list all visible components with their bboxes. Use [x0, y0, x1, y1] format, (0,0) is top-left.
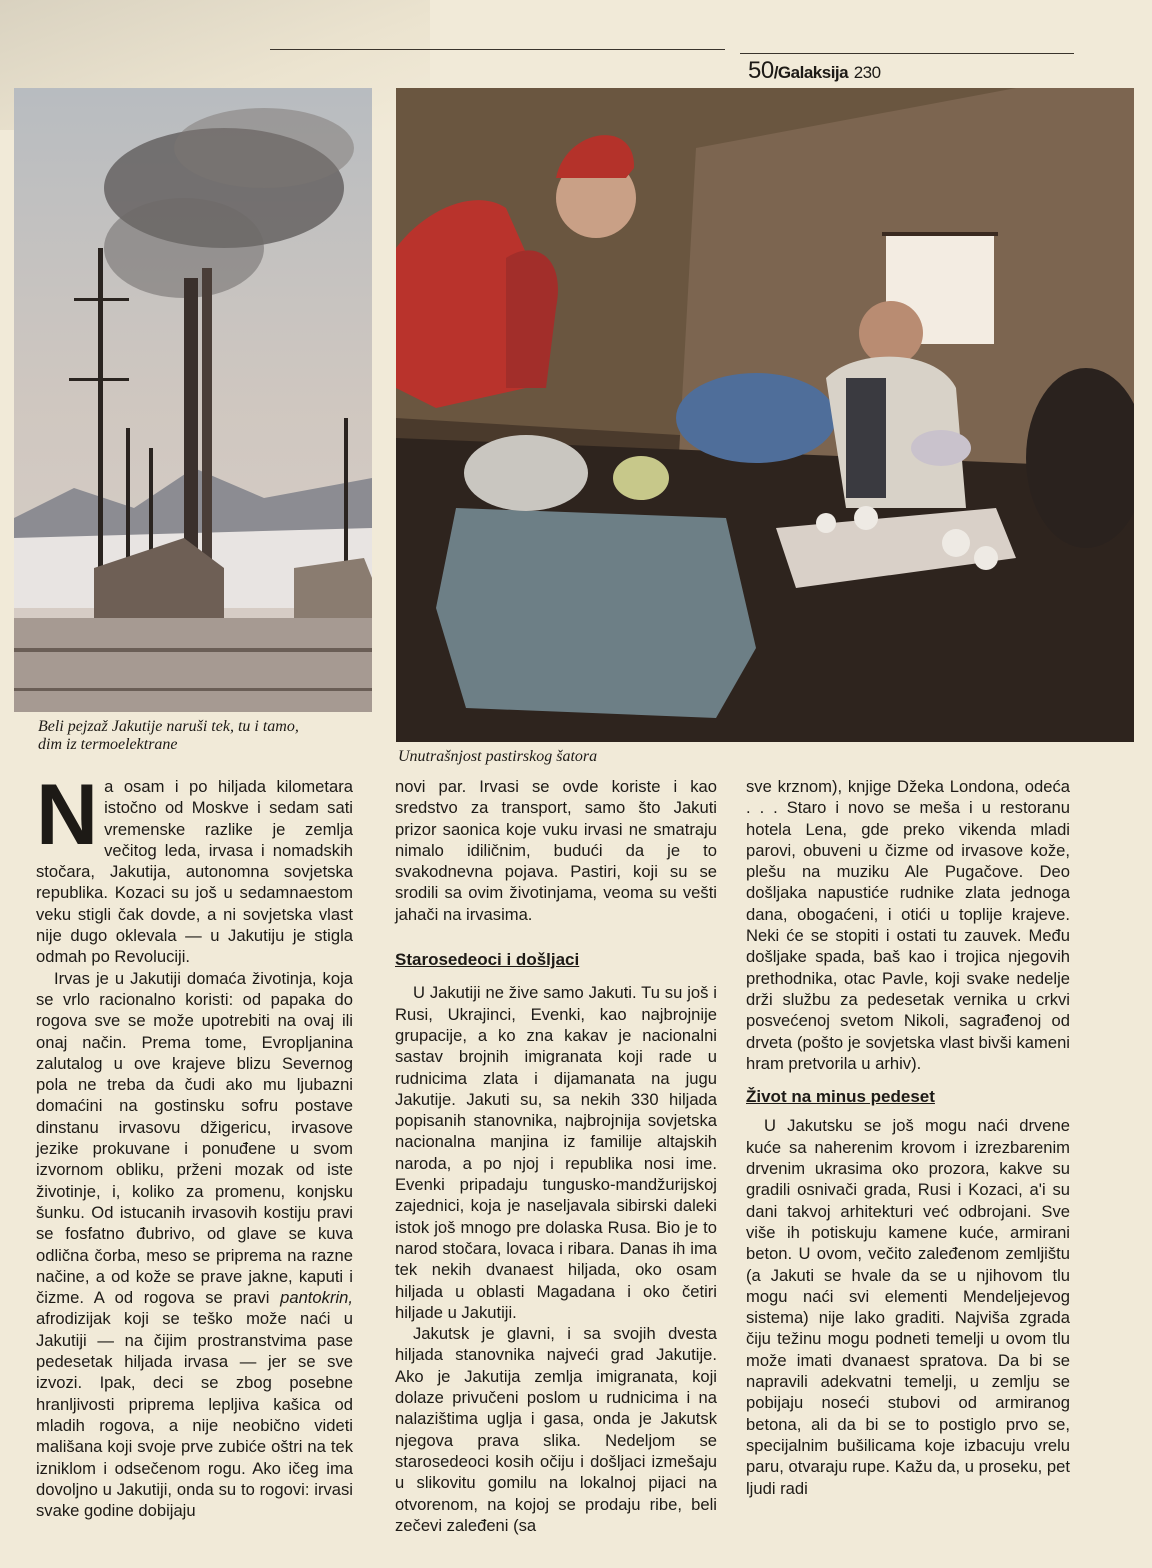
article-paragraph-3: novi par. Irvasi se ovde koriste i kao sredstvo za transport, samo što Jakuti prizor saonica koje vuku irvasi ne smatraju nimalo idiličnim, budući da je to svakodnevna pojava. Pastiri, koji su se srodili sa ovim životinjama, veoma su vešti jahači na irvasima. — [395, 777, 717, 924]
article-paragraph-7: U Jakutsku se još mogu naći drvene kuće sa naherenim krovom i izrezbarenim drvenim ukrasima oko prozora, kakve su gradili osnivači grada, Rusi i Kozaci, a'i su dani takvoj arhitekturi već odbrojani. Sve više ih potiskuju kamene kuće, armirani beton. U ovom, večito zaleđenom zemljištu (a Jakuti se hvale da se u njihovom tlu mogu naći svi elementi Mendeljejevog sistema) nije lako graditi. Najviša zgrada čiju težinu mogu podneti temelji u ovom tlu može imati dvanaest spratova. Da bi se napravili adekvatni temelji, u zemlju se pobijaju noseći stubovi od armiranog betona, ali da bi se to postiglo prvo se, specijalnim bušilicama koje izbacuju vrelu paru, otvaraju rupe. Kažu da, u proseku, pet ljudi radi — [746, 1116, 1070, 1498]
left-photo-caption — [38, 718, 368, 754]
article-column-3 — [746, 776, 1070, 1499]
magazine-name: /Galaksija — [773, 63, 849, 82]
power-plant-photo — [14, 88, 372, 712]
drop-cap: N — [36, 767, 99, 863]
right-photo-caption: Unutrašnjost pastirskog šatora — [398, 748, 598, 765]
paragraph-1-text: a osam i po hiljada kilometara istočno od Moskve i sedam sati vremenske razlike je zemlja večitog leda, irvasa i nomadskih stočara, Jakutija, autonomna sovjetska republika. Kozaci su još u sedamnaestom veku stigli čak dovde, a ni sovjetska vlast nije dugo oklevala — u Jakutiju je stigla odmah po Revoluciji. — [36, 777, 353, 967]
article-paragraph-5: Jakutsk je glavni, i sa svojih dvesta hiljada stanovnika najveći grad Jakutije. Ako je Jakutija zemlja imigranata, koji dolaze privučeni poslom u rudnicima i na nalazištima uglja i gasa, onda je Jakutsk njegova prava slika. Nedeljom se starosedeoci kosih očiju i došljaci izmešaju u slikovitu gomilu na lokalnoj pijaci na otvorenom, na kojoj se prodaju ribe, beli zečevi zaleđeni (sa — [395, 1324, 717, 1535]
article-paragraph-1 — [36, 767, 353, 968]
article-paragraph-4: U Jakutiji ne žive samo Jakuti. Tu su još i Rusi, Ukrajinci, Evenki, kao najbrojnije grupacije, a ko zna kakav je nacionalni sastav brojnih imigranata koji rade u rudnicima zlata i dijamanata na jugu Jakutije. Jakuti su, sa nekih 330 hiljada popisanih stanovnika, najbrojnija sovjetska nacionalna manjina iz familije altajskih naroda, a po njoj i republika nosi ime. Evenki pripadaju tungusko-mandžurijskoj zajednici, koja je naseljavala sibirski daleki istok još mnogo pre dolaska Rusa. Bio je to narod stočara, lovaca i ribara. Danas ih ima tek nekih dvanaest hiljada, oko osam hiljada u oblasti Magadana i oko četiri hiljade u Jakutiji. — [395, 983, 717, 1322]
subhead-starosedeoci: Starosedeoci i došljaci — [395, 950, 580, 970]
tent-interior-photo — [396, 88, 1134, 742]
article-paragraph-6: sve krznom), knjige Džeka Londona, odeća . . . Staro i novo se meša i u restoranu hotela Lena, gde preko vikenda mladi parovi, obuveni u čizme od irvasove kože, plešu na muziku Ale Pugačove. Deo došljaka napustiće rudnike zlata jednoga dana, obogaćeni, i otići u toplije krajeve. Neki će se stopiti i ostati tu zauvek. Među došljake spada, baš kao i trojica njegovih prethodnika, otac Pavle, koji svake nedelje drži službu za pedesetak vernika u crkvi posvećenoj svetom Nikoli, sagrađenoj od drveta (pošto je sovjetska vlast bivši kameni hram pretvorila u arhiv). — [746, 777, 1070, 1073]
left-caption-line-2: dim iz termoelektrane — [38, 736, 178, 753]
paragraph-2-text-cont: afrodizijak koji se teško može naći u Jakutiji — na čijim prostranstvima pase pedesetak hiljada irvasa — jer se sve izvozi. Ipak, deci se zbog posebne hranljivosti priprema lepljiva kašica od mladih rogova, a nije neobično videti mališana koji svoje prve zubiće oštri na tek izniklom i odsečenom rogu. Ako ičeg ima dovoljno u Jakutiji, onda su to rogovi: irvasi svake godine dobijaju — [36, 1309, 353, 1521]
article-paragraph-2 — [36, 968, 353, 1522]
page-folio — [748, 57, 881, 85]
header-rule-right — [740, 53, 1074, 54]
subhead-zivot: Život na minus pedeset — [746, 1087, 935, 1107]
issue-number: 230 — [853, 63, 881, 82]
paragraph-2-text: Irvas je u Jakutiji domaća životinja, koja se vrlo racionalno koristi: od papaka do rogova sve se može upotrebiti na ovaj ili onaj način. Prema tome, Evropljanina zalutalog u ove krajeve blizu Severnog pola ne treba da čudi ako mu ljubazni domaćini na gostinsku sofru postave dinstanu irvasovu džigericu, irvasove jezike prokuvane i ponuđene u svom izvornom obliku, prženi mozak od iste životinje, i, koliko za promenu, konjsku šunku. Od istucanih irvasovih kostiju pravi se fosfatno đubrivo, od glave se kuva odlična čorba, meso se priprema na razne načine, a od kože se prave jakne, kaputi i čizme. A od rogova se pravi — [36, 968, 353, 1308]
header-rule-left — [270, 49, 725, 50]
left-caption-line-1: Beli pejzaž Jakutije naruši tek, tu i tamo, — [38, 718, 299, 735]
article-column-1 — [36, 767, 353, 1521]
article-column-2 — [395, 776, 717, 1536]
pantokrin-term: pantokrin, — [280, 1288, 353, 1308]
page-number: 50 — [748, 57, 774, 84]
